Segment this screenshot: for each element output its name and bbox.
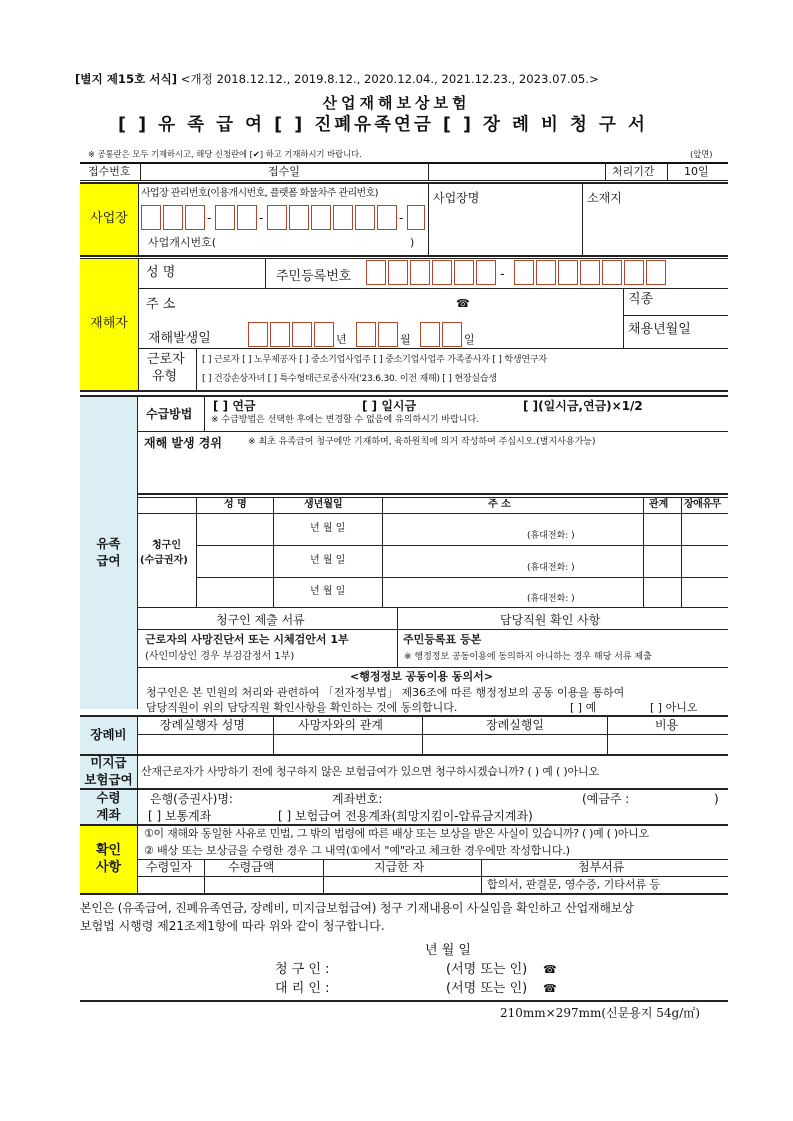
confirm-question2: ② 배상 또는 보상금을 수령한 경우 그 내역(①에서 "예"라고 체크한 경우에만 작성합니다.)	[144, 844, 570, 857]
funeral-col-date: 장례실행일	[486, 718, 544, 732]
bottom-border	[80, 1000, 728, 1002]
agent-sign-label: 대 리 인 :	[275, 981, 330, 996]
account-holder-close: )	[714, 792, 719, 806]
confirm-section-label: 확인 사항	[80, 826, 137, 893]
instruction-note: ※ 공통란은 모두 기재하시고, 해당 신청란에 [✔] 하고 기재하시기 바랍니다.	[88, 149, 362, 159]
confirm-col-date: 수령일자	[146, 860, 193, 874]
normal-account-option[interactable]: [ ] 보통계좌	[148, 809, 212, 823]
top-border	[80, 162, 728, 164]
consent-yes[interactable]: [ ] 예	[570, 701, 597, 714]
processing-period-label: 처리기간	[612, 165, 655, 178]
form-number: [별지 제15호 서식]	[75, 72, 178, 86]
job-type-label: 직종	[628, 292, 654, 307]
confirm-attachments-value: 합의서, 판결문, 영수증, 기타서류 등	[487, 878, 661, 891]
accident-history-label: 재해 발생 경위	[144, 436, 222, 450]
phone-icon: ☎	[543, 963, 557, 976]
funeral-col-relation: 사망자와의 관계	[298, 718, 383, 732]
worker-type-label-1: 근로자	[147, 352, 185, 367]
payment-method-label: 수급방법	[146, 407, 193, 421]
business-start-no-close: )	[410, 236, 415, 249]
option-half[interactable]: [ ](일시금,연금)×1/2	[523, 399, 643, 413]
confirm-question1[interactable]: ①이 재해와 동일한 사유로 민법, 그 밖의 법령에 따른 배상 또는 보상을 받은 사실이 있습니까? ( )예 ( )아니오	[144, 827, 649, 840]
workplace-name-label: 사업장명	[433, 191, 480, 205]
doc-death-certificate-note: (사인미상인 경우 부검감정서 1부)	[145, 651, 295, 662]
workplace-location-label: 소재지	[587, 191, 622, 205]
option-pension[interactable]: [ ] 연금	[213, 399, 256, 413]
declaration-date[interactable]: 년 월 일	[425, 943, 471, 958]
consent-line2: 담당직원이 위의 담당직원 확인사항을 확인하는 것에 동의합니다.	[146, 701, 458, 714]
worker-type-label-2: 유형	[152, 369, 178, 384]
doc-resident-register: 주민등록표 등본	[403, 633, 482, 646]
consent-no[interactable]: [ ] 아니오	[650, 701, 698, 714]
col-disability: 장애유무	[684, 499, 721, 510]
form-title-line2: [ ] 유 족 급 여 [ ] 진폐유족연금 [ ] 장 례 비 청 구 서	[118, 115, 648, 135]
funeral-col-executor: 장례실행자 성명	[160, 718, 245, 732]
survivor-section-label: 유족 급여	[80, 397, 137, 709]
worker-types-row2[interactable]: [ ] 건강손상자녀 [ ] 특수형태근로종사자('23.6.30. 이전 재해) [ ] 현장실습생	[202, 374, 497, 384]
account-number-label[interactable]: 계좌번호:	[332, 792, 383, 806]
declaration-line2: 보험법 시행령 제21조제1항에 따라 위와 같이 청구합니다.	[80, 919, 385, 933]
dedicated-account-option[interactable]: [ ] 보험급여 전용계좌(희망지킴이-압류금지계좌)	[278, 809, 533, 823]
paper-spec: 210mm×297mm(신문용지 54g/㎡)	[500, 1006, 700, 1020]
claimant-label-1: 청구인	[152, 540, 181, 551]
processing-period-value: 10일	[684, 165, 709, 178]
accident-date-label: 재해발생일	[148, 331, 211, 346]
consent-title: <행정정보 공동이용 동의서>	[350, 670, 493, 683]
declaration-line1: 본인은 (유족급여, 진폐유족연금, 장례비, 미지급보험급여) 청구 기재내용이 사실임을 확인하고 산업재해보상	[80, 901, 634, 915]
confirm-col-payer: 지급한 자	[374, 860, 425, 874]
bank-name-label[interactable]: 은행(증권사)명:	[150, 792, 233, 806]
funeral-section-label: 장례비	[80, 717, 137, 754]
phone-icon: ☎	[456, 297, 470, 310]
claimant-signature[interactable]: (서명 또는 인)	[446, 962, 528, 977]
unpaid-section-label: 미지급 보험급여	[80, 756, 137, 788]
victim-address-label: 주 소	[146, 297, 176, 312]
agent-signature[interactable]: (서명 또는 인)	[446, 981, 528, 996]
receipt-date-label: 접수일	[268, 165, 300, 178]
confirm-col-attachments: 첨부서류	[578, 860, 625, 874]
form-title-line1: 산업재해보상보험	[322, 94, 471, 112]
option-lump-sum[interactable]: [ ] 일시금	[362, 399, 417, 413]
docs-left-header: 청구인 제출 서류	[216, 613, 305, 627]
col-name: 성 명	[224, 499, 247, 510]
claimant-sign-label: 청 구 인 :	[275, 962, 330, 977]
phone-icon: ☎	[543, 982, 557, 995]
workplace-mgmt-no-label: 사업장 관리번호(이용개시번호, 플랫폼 화물차주 관리번호)	[141, 188, 378, 199]
doc-resident-register-note: ※ 행정정보 공동이용에 동의하지 아니하는 경우 해당 서류 제출	[404, 652, 652, 662]
receipt-number-label: 접수번호	[88, 165, 131, 178]
form-reference	[75, 74, 599, 86]
account-holder-label[interactable]: (예금주 :	[582, 792, 630, 806]
victim-name-label: 성 명	[146, 265, 176, 280]
page-side: (앞면)	[690, 149, 713, 159]
col-relation: 관계	[649, 499, 669, 510]
unpaid-question[interactable]: 산재근로자가 사망하기 전에 청구하지 않은 보험급여가 있으면 청구하시겠습니까? ( ) 예 ( )아니오	[141, 765, 599, 778]
victim-rrn-label: 주민등록번호	[276, 269, 352, 284]
account-section-label: 수령 계좌	[80, 790, 137, 824]
confirm-col-amount: 수령금액	[228, 860, 275, 874]
col-birth: 생년월일	[304, 499, 343, 510]
claimant-label-2: (수급권자)	[140, 555, 188, 566]
workplace-section-label: 사업장	[80, 184, 138, 255]
funeral-entry-row[interactable]	[139, 736, 726, 753]
payment-method-note: ※ 수급방법은 선택한 후에는 변경할 수 없음에 유의하시기 바랍니다.	[211, 415, 480, 425]
victim-section-label: 재해자	[80, 259, 138, 390]
doc-death-certificate: 근로자의 사망진단서 또는 시체검안서 1부	[145, 633, 349, 646]
consent-line1: 청구인은 본 민원의 처리와 관련하여 「전자정부법」 제36조에 따른 행정정보의 공동 이용을 통하여	[146, 686, 625, 699]
col-address: 주 소	[488, 499, 511, 510]
docs-right-header: 담당직원 확인 사항	[500, 613, 601, 627]
hire-date-label: 채용년월일	[628, 322, 691, 337]
worker-types-row1[interactable]: [ ] 근로자 [ ] 노무제공자 [ ] 중소기업사업주 [ ] 중소기업사업주 가족종사자 [ ] 학생연구자	[202, 355, 547, 365]
accident-history-field[interactable]	[139, 452, 726, 492]
revision-history: <개정 2018.12.12., 2019.8.12., 2020.12.04., 2021.12.23., 2023.07.05.>	[180, 72, 599, 86]
business-start-no-label: 사업개시번호(	[148, 236, 217, 249]
accident-history-note: ※ 최초 유족급여 청구에만 기재하며, 육하원칙에 의거 작성하여 주십시오.(별지사용가능)	[248, 437, 596, 447]
funeral-col-cost: 비용	[655, 718, 679, 732]
